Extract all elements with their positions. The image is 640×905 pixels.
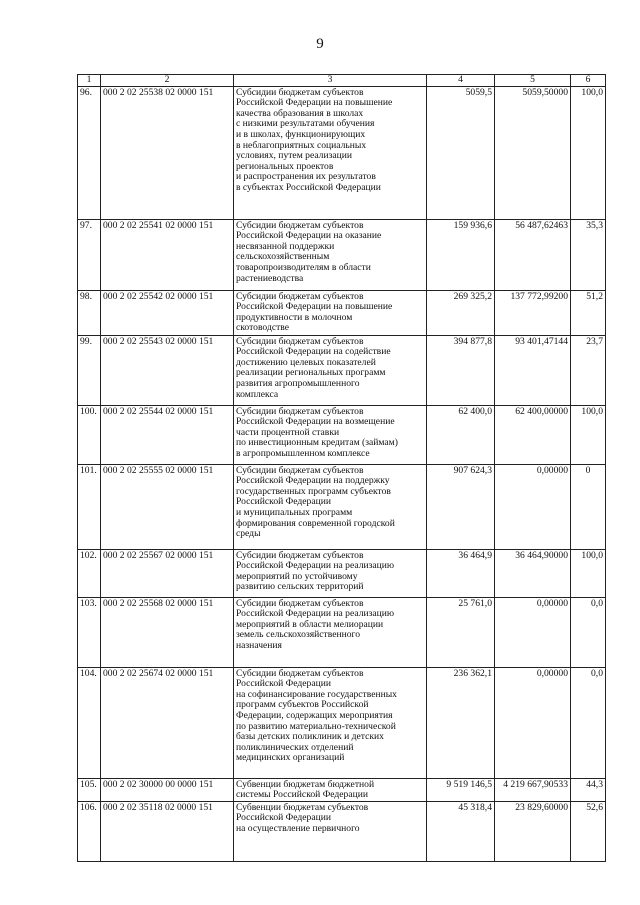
table-row [78,335,606,405]
row-number: 102. [78,549,101,597]
table-row [78,464,606,549]
table-row [78,549,606,597]
planned-amount: 394 877,8 [427,335,495,405]
budget-table [77,74,606,862]
actual-amount: 0,00000 [495,667,571,778]
row-number: 96. [78,86,101,219]
row-number: 97. [78,219,101,290]
execution-percent: 23,7 [571,335,606,405]
budget-code: 000 2 02 25555 02 0000 151 [101,464,234,549]
planned-amount: 36 464,9 [427,549,495,597]
table-row [78,667,606,778]
execution-percent: 52,6 [571,801,606,861]
table-row [78,219,606,290]
item-name: Субвенции бюджетам бюджетной системы Российской Федерации [234,778,427,801]
actual-amount: 0,00000 [495,597,571,667]
execution-percent: 44,3 [571,778,606,801]
table-row [78,405,606,464]
budget-code: 000 2 02 25674 02 0000 151 [101,667,234,778]
table-row [78,801,606,861]
actual-amount: 137 772,99200 [495,290,571,335]
execution-percent: 100,0 [571,86,606,219]
row-number: 106. [78,801,101,861]
row-number: 105. [78,778,101,801]
actual-amount: 4 219 667,90533 [495,778,571,801]
actual-amount: 23 829,60000 [495,801,571,861]
item-name: Субсидии бюджетам субъектов Российской Федерации на оказание несвязанной поддержки сельскохозяйственным товаропроизводителям в области растениеводства [234,219,427,290]
item-name: Субсидии бюджетам субъектов Российской Федерации на реализацию мероприятий в области мелиорации земель сельскохозяйственного назначения [234,597,427,667]
table-row [78,778,606,801]
header-cell: 5 [495,75,571,87]
item-name: Субсидии бюджетам субъектов Российской Федерации на повышение качества образования в школах с низкими результатами обучения и в школах, функционирующих в неблагоприятных социальных условиях, путем реализации региональных проектов и распространения их результатов в субъектах Российской Федерации [234,86,427,219]
planned-amount: 62 400,0 [427,405,495,464]
execution-percent: 0,0 [571,597,606,667]
budget-code: 000 2 02 30000 00 0000 151 [101,778,234,801]
row-number: 104. [78,667,101,778]
table-row [78,86,606,219]
header-cell: 3 [234,75,427,87]
row-number: 101. [78,464,101,549]
item-name: Субсидии бюджетам субъектов Российской Федерации на содействие достижению целевых показателей реализации региональных программ развития агропромышленного комплекса [234,335,427,405]
table-header-row [78,75,606,87]
budget-code: 000 2 02 25544 02 0000 151 [101,405,234,464]
actual-amount: 36 464,90000 [495,549,571,597]
planned-amount: 25 761,0 [427,597,495,667]
table-row [78,290,606,335]
item-name: Субсидии бюджетам субъектов Российской Федерации на возмещение части процентной ставки по инвестиционным кредитам (займам) в агропромышленном комплексе [234,405,427,464]
budget-code: 000 2 02 25543 02 0000 151 [101,335,234,405]
actual-amount: 56 487,62463 [495,219,571,290]
actual-amount: 93 401,47144 [495,335,571,405]
execution-percent: 51,2 [571,290,606,335]
planned-amount: 236 362,1 [427,667,495,778]
item-name: Субсидии бюджетам субъектов Российской Федерации на поддержку государственных программ субъектов Российской Федерации и муниципальных программ формирования современной городской среды [234,464,427,549]
actual-amount: 0,00000 [495,464,571,549]
item-name: Субсидии бюджетам субъектов Российской Федерации на софинансирование государственных программ субъектов Российской Федерации, содержащих мероприятия по развитию материально-технической базы детских поликлиник и детских поликлинических отделений медицинских организаций [234,667,427,778]
actual-amount: 5059,50000 [495,86,571,219]
planned-amount: 45 318,4 [427,801,495,861]
actual-amount: 62 400,00000 [495,405,571,464]
row-number: 103. [78,597,101,667]
planned-amount: 159 936,6 [427,219,495,290]
planned-amount: 907 624,3 [427,464,495,549]
row-number: 99. [78,335,101,405]
budget-code: 000 2 02 25538 02 0000 151 [101,86,234,219]
item-name: Субсидии бюджетам субъектов Российской Федерации на реализацию мероприятий по устойчивому развитию сельских территорий [234,549,427,597]
header-cell: 1 [78,75,101,87]
budget-code: 000 2 02 35118 02 0000 151 [101,801,234,861]
header-cell: 2 [101,75,234,87]
execution-percent: 0 [571,464,606,549]
budget-code: 000 2 02 25541 02 0000 151 [101,219,234,290]
item-name: Субсидии бюджетам субъектов Российской Федерации на повышение продуктивности в молочном скотоводстве [234,290,427,335]
item-name: Субвенции бюджетам субъектов Российской Федерации на осуществление первичного [234,801,427,861]
execution-percent: 100,0 [571,405,606,464]
page-number: 9 [316,36,324,52]
budget-code: 000 2 02 25568 02 0000 151 [101,597,234,667]
execution-percent: 35,3 [571,219,606,290]
header-cell: 4 [427,75,495,87]
execution-percent: 0,0 [571,667,606,778]
table-row [78,597,606,667]
header-cell: 6 [571,75,606,87]
planned-amount: 269 325,2 [427,290,495,335]
budget-code: 000 2 02 25542 02 0000 151 [101,290,234,335]
budget-code: 000 2 02 25567 02 0000 151 [101,549,234,597]
planned-amount: 5059,5 [427,86,495,219]
execution-percent: 100,0 [571,549,606,597]
planned-amount: 9 519 146,5 [427,778,495,801]
row-number: 100. [78,405,101,464]
row-number: 98. [78,290,101,335]
